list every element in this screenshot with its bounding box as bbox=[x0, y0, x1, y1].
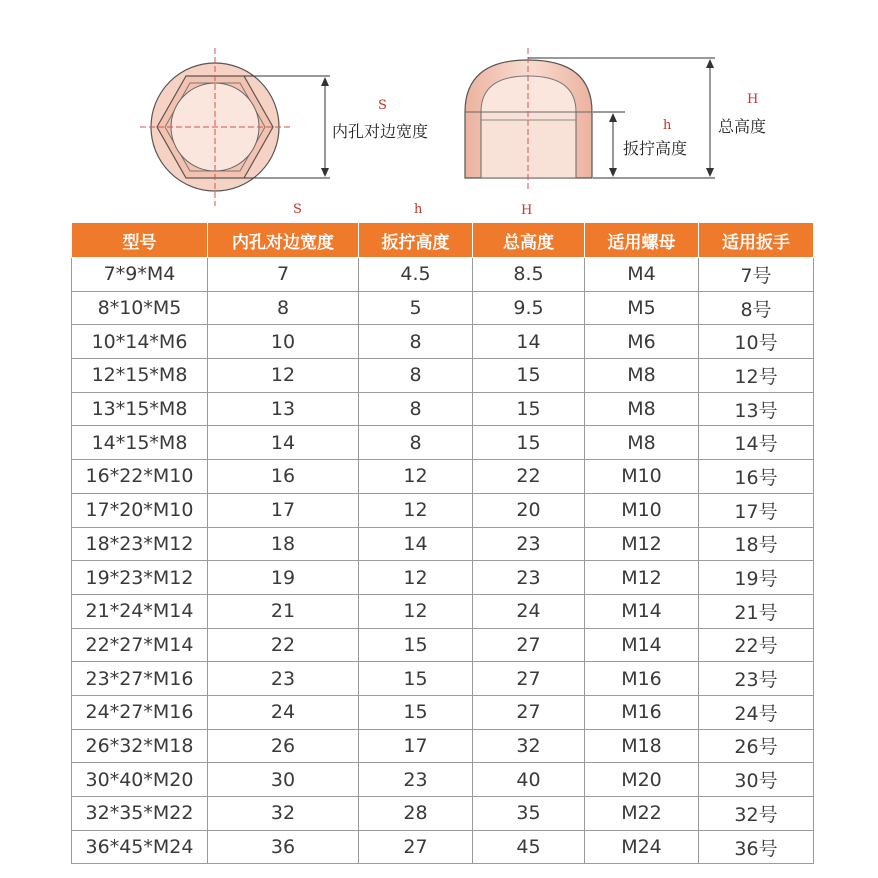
cell-nut: M22 bbox=[585, 797, 699, 831]
cell-inner-width: 10 bbox=[208, 325, 359, 359]
cell-inner-width: 8 bbox=[208, 291, 359, 325]
cell-total-height: 20 bbox=[473, 493, 585, 527]
cell-total-height: 23 bbox=[473, 561, 585, 595]
cell-wrench: 10号 bbox=[699, 325, 814, 359]
cell-model: 36*45*M24 bbox=[72, 830, 208, 864]
cell-wrench-height: 12 bbox=[359, 460, 473, 494]
cell-wrench: 13号 bbox=[699, 392, 814, 426]
cell-wrench-height: 4.5 bbox=[359, 258, 473, 292]
table-row bbox=[72, 763, 814, 797]
cell-model: 17*20*M10 bbox=[72, 493, 208, 527]
table-row bbox=[72, 527, 814, 561]
table-row bbox=[72, 561, 814, 595]
cell-total-height: 40 bbox=[473, 763, 585, 797]
cell-nut: M8 bbox=[585, 426, 699, 460]
cell-inner-width: 7 bbox=[208, 258, 359, 292]
cell-model: 12*15*M8 bbox=[72, 359, 208, 393]
cell-wrench-height: 23 bbox=[359, 763, 473, 797]
side-view bbox=[465, 48, 766, 190]
inner-width-label: 内孔对边宽度 bbox=[332, 122, 429, 141]
cell-inner-width: 26 bbox=[208, 729, 359, 763]
cell-wrench-height: 15 bbox=[359, 695, 473, 729]
cell-nut: M4 bbox=[585, 258, 699, 292]
cell-wrench-height: 12 bbox=[359, 561, 473, 595]
cell-total-height: 9.5 bbox=[473, 291, 585, 325]
table-header-row bbox=[72, 223, 814, 258]
cell-inner-width: 23 bbox=[208, 662, 359, 696]
cell-wrench-height: 17 bbox=[359, 729, 473, 763]
spec-table bbox=[71, 222, 814, 864]
table-row bbox=[72, 359, 814, 393]
cell-wrench: 24号 bbox=[699, 695, 814, 729]
cell-inner-width: 32 bbox=[208, 797, 359, 831]
cell-model: 19*23*M12 bbox=[72, 561, 208, 595]
table-row bbox=[72, 291, 814, 325]
cell-inner-width: 16 bbox=[208, 460, 359, 494]
cell-wrench: 36号 bbox=[699, 830, 814, 864]
s-letter: S bbox=[378, 98, 387, 113]
cell-wrench: 19号 bbox=[699, 561, 814, 595]
cell-nut: M12 bbox=[585, 561, 699, 595]
cell-wrench: 12号 bbox=[699, 359, 814, 393]
cell-wrench: 23号 bbox=[699, 662, 814, 696]
table-row bbox=[72, 460, 814, 494]
cell-wrench: 21号 bbox=[699, 594, 814, 628]
cell-nut: M24 bbox=[585, 830, 699, 864]
nut-diagram bbox=[0, 0, 878, 230]
header-wrench-height: 扳拧高度 bbox=[359, 223, 473, 258]
cell-model: 18*23*M12 bbox=[72, 527, 208, 561]
cell-model: 32*35*M22 bbox=[72, 797, 208, 831]
cell-wrench: 16号 bbox=[699, 460, 814, 494]
cell-wrench-height: 12 bbox=[359, 493, 473, 527]
table-row bbox=[72, 628, 814, 662]
cell-total-height: 27 bbox=[473, 695, 585, 729]
cell-model: 13*15*M8 bbox=[72, 392, 208, 426]
cell-wrench: 30号 bbox=[699, 763, 814, 797]
cell-inner-width: 22 bbox=[208, 628, 359, 662]
cell-wrench-height: 8 bbox=[359, 359, 473, 393]
wrench-height-label: 扳拧高度 bbox=[623, 139, 688, 158]
cell-wrench-height: 14 bbox=[359, 527, 473, 561]
cell-total-height: 15 bbox=[473, 359, 585, 393]
table-row bbox=[72, 258, 814, 292]
cell-total-height: 24 bbox=[473, 594, 585, 628]
cell-total-height: 23 bbox=[473, 527, 585, 561]
top-view bbox=[140, 48, 428, 206]
cell-nut: M14 bbox=[585, 594, 699, 628]
cell-wrench: 17号 bbox=[699, 493, 814, 527]
cell-inner-width: 17 bbox=[208, 493, 359, 527]
cell-total-height: 45 bbox=[473, 830, 585, 864]
cell-nut: M5 bbox=[585, 291, 699, 325]
cell-wrench: 32号 bbox=[699, 797, 814, 831]
cell-total-height: 35 bbox=[473, 797, 585, 831]
cell-wrench-height: 15 bbox=[359, 662, 473, 696]
cell-nut: M20 bbox=[585, 763, 699, 797]
cell-total-height: 15 bbox=[473, 426, 585, 460]
cell-nut: M10 bbox=[585, 460, 699, 494]
cell-wrench: 18号 bbox=[699, 527, 814, 561]
header-nut: 适用螺母 bbox=[585, 223, 699, 258]
table-row bbox=[72, 797, 814, 831]
cell-model: 10*14*M6 bbox=[72, 325, 208, 359]
table-row bbox=[72, 830, 814, 864]
cell-model: 7*9*M4 bbox=[72, 258, 208, 292]
cell-total-height: 22 bbox=[473, 460, 585, 494]
cell-wrench: 7号 bbox=[699, 258, 814, 292]
cell-total-height: 14 bbox=[473, 325, 585, 359]
header-model: 型号 bbox=[72, 223, 208, 258]
table-row bbox=[72, 662, 814, 696]
cell-inner-width: 18 bbox=[208, 527, 359, 561]
cell-nut: M8 bbox=[585, 392, 699, 426]
cell-model: 23*27*M16 bbox=[72, 662, 208, 696]
cell-nut: M8 bbox=[585, 359, 699, 393]
table-row bbox=[72, 729, 814, 763]
cell-total-height: 8.5 bbox=[473, 258, 585, 292]
cell-wrench-height: 15 bbox=[359, 628, 473, 662]
cell-wrench-height: 8 bbox=[359, 325, 473, 359]
column-letters bbox=[293, 202, 532, 218]
table-row bbox=[72, 392, 814, 426]
cell-wrench: 14号 bbox=[699, 426, 814, 460]
cell-wrench: 22号 bbox=[699, 628, 814, 662]
cell-model: 8*10*M5 bbox=[72, 291, 208, 325]
cell-inner-width: 13 bbox=[208, 392, 359, 426]
cell-nut: M16 bbox=[585, 662, 699, 696]
cell-inner-width: 30 bbox=[208, 763, 359, 797]
h-column-letter: h bbox=[414, 202, 423, 217]
cell-wrench-height: 12 bbox=[359, 594, 473, 628]
cell-wrench: 26号 bbox=[699, 729, 814, 763]
cell-model: 24*27*M16 bbox=[72, 695, 208, 729]
h-letter: h bbox=[663, 118, 672, 133]
cell-nut: M16 bbox=[585, 695, 699, 729]
total-height-label: 总高度 bbox=[718, 117, 767, 136]
cell-total-height: 27 bbox=[473, 662, 585, 696]
cell-wrench-height: 5 bbox=[359, 291, 473, 325]
cell-wrench-height: 8 bbox=[359, 392, 473, 426]
cell-nut: M12 bbox=[585, 527, 699, 561]
table-row bbox=[72, 493, 814, 527]
cell-model: 16*22*M10 bbox=[72, 460, 208, 494]
header-wrench: 适用扳手 bbox=[699, 223, 814, 258]
s-column-letter: S bbox=[293, 202, 302, 217]
cell-wrench-height: 8 bbox=[359, 426, 473, 460]
cell-nut: M14 bbox=[585, 628, 699, 662]
cell-model: 30*40*M20 bbox=[72, 763, 208, 797]
cell-inner-width: 14 bbox=[208, 426, 359, 460]
H-column-letter: H bbox=[521, 203, 533, 218]
cell-model: 26*32*M18 bbox=[72, 729, 208, 763]
cell-inner-width: 36 bbox=[208, 830, 359, 864]
table-row bbox=[72, 426, 814, 460]
header-total-height: 总高度 bbox=[473, 223, 585, 258]
table-row bbox=[72, 325, 814, 359]
cell-inner-width: 24 bbox=[208, 695, 359, 729]
H-letter: H bbox=[747, 92, 759, 107]
cell-wrench-height: 28 bbox=[359, 797, 473, 831]
cell-nut: M18 bbox=[585, 729, 699, 763]
cell-inner-width: 21 bbox=[208, 594, 359, 628]
table-row bbox=[72, 695, 814, 729]
cell-total-height: 32 bbox=[473, 729, 585, 763]
cell-nut: M10 bbox=[585, 493, 699, 527]
cell-inner-width: 19 bbox=[208, 561, 359, 595]
cell-nut: M6 bbox=[585, 325, 699, 359]
cell-total-height: 15 bbox=[473, 392, 585, 426]
cell-inner-width: 12 bbox=[208, 359, 359, 393]
header-inner-width: 内孔对边宽度 bbox=[208, 223, 359, 258]
cell-wrench-height: 27 bbox=[359, 830, 473, 864]
table-row bbox=[72, 594, 814, 628]
cell-model: 21*24*M14 bbox=[72, 594, 208, 628]
cell-total-height: 27 bbox=[473, 628, 585, 662]
cell-model: 14*15*M8 bbox=[72, 426, 208, 460]
cell-model: 22*27*M14 bbox=[72, 628, 208, 662]
cell-wrench: 8号 bbox=[699, 291, 814, 325]
